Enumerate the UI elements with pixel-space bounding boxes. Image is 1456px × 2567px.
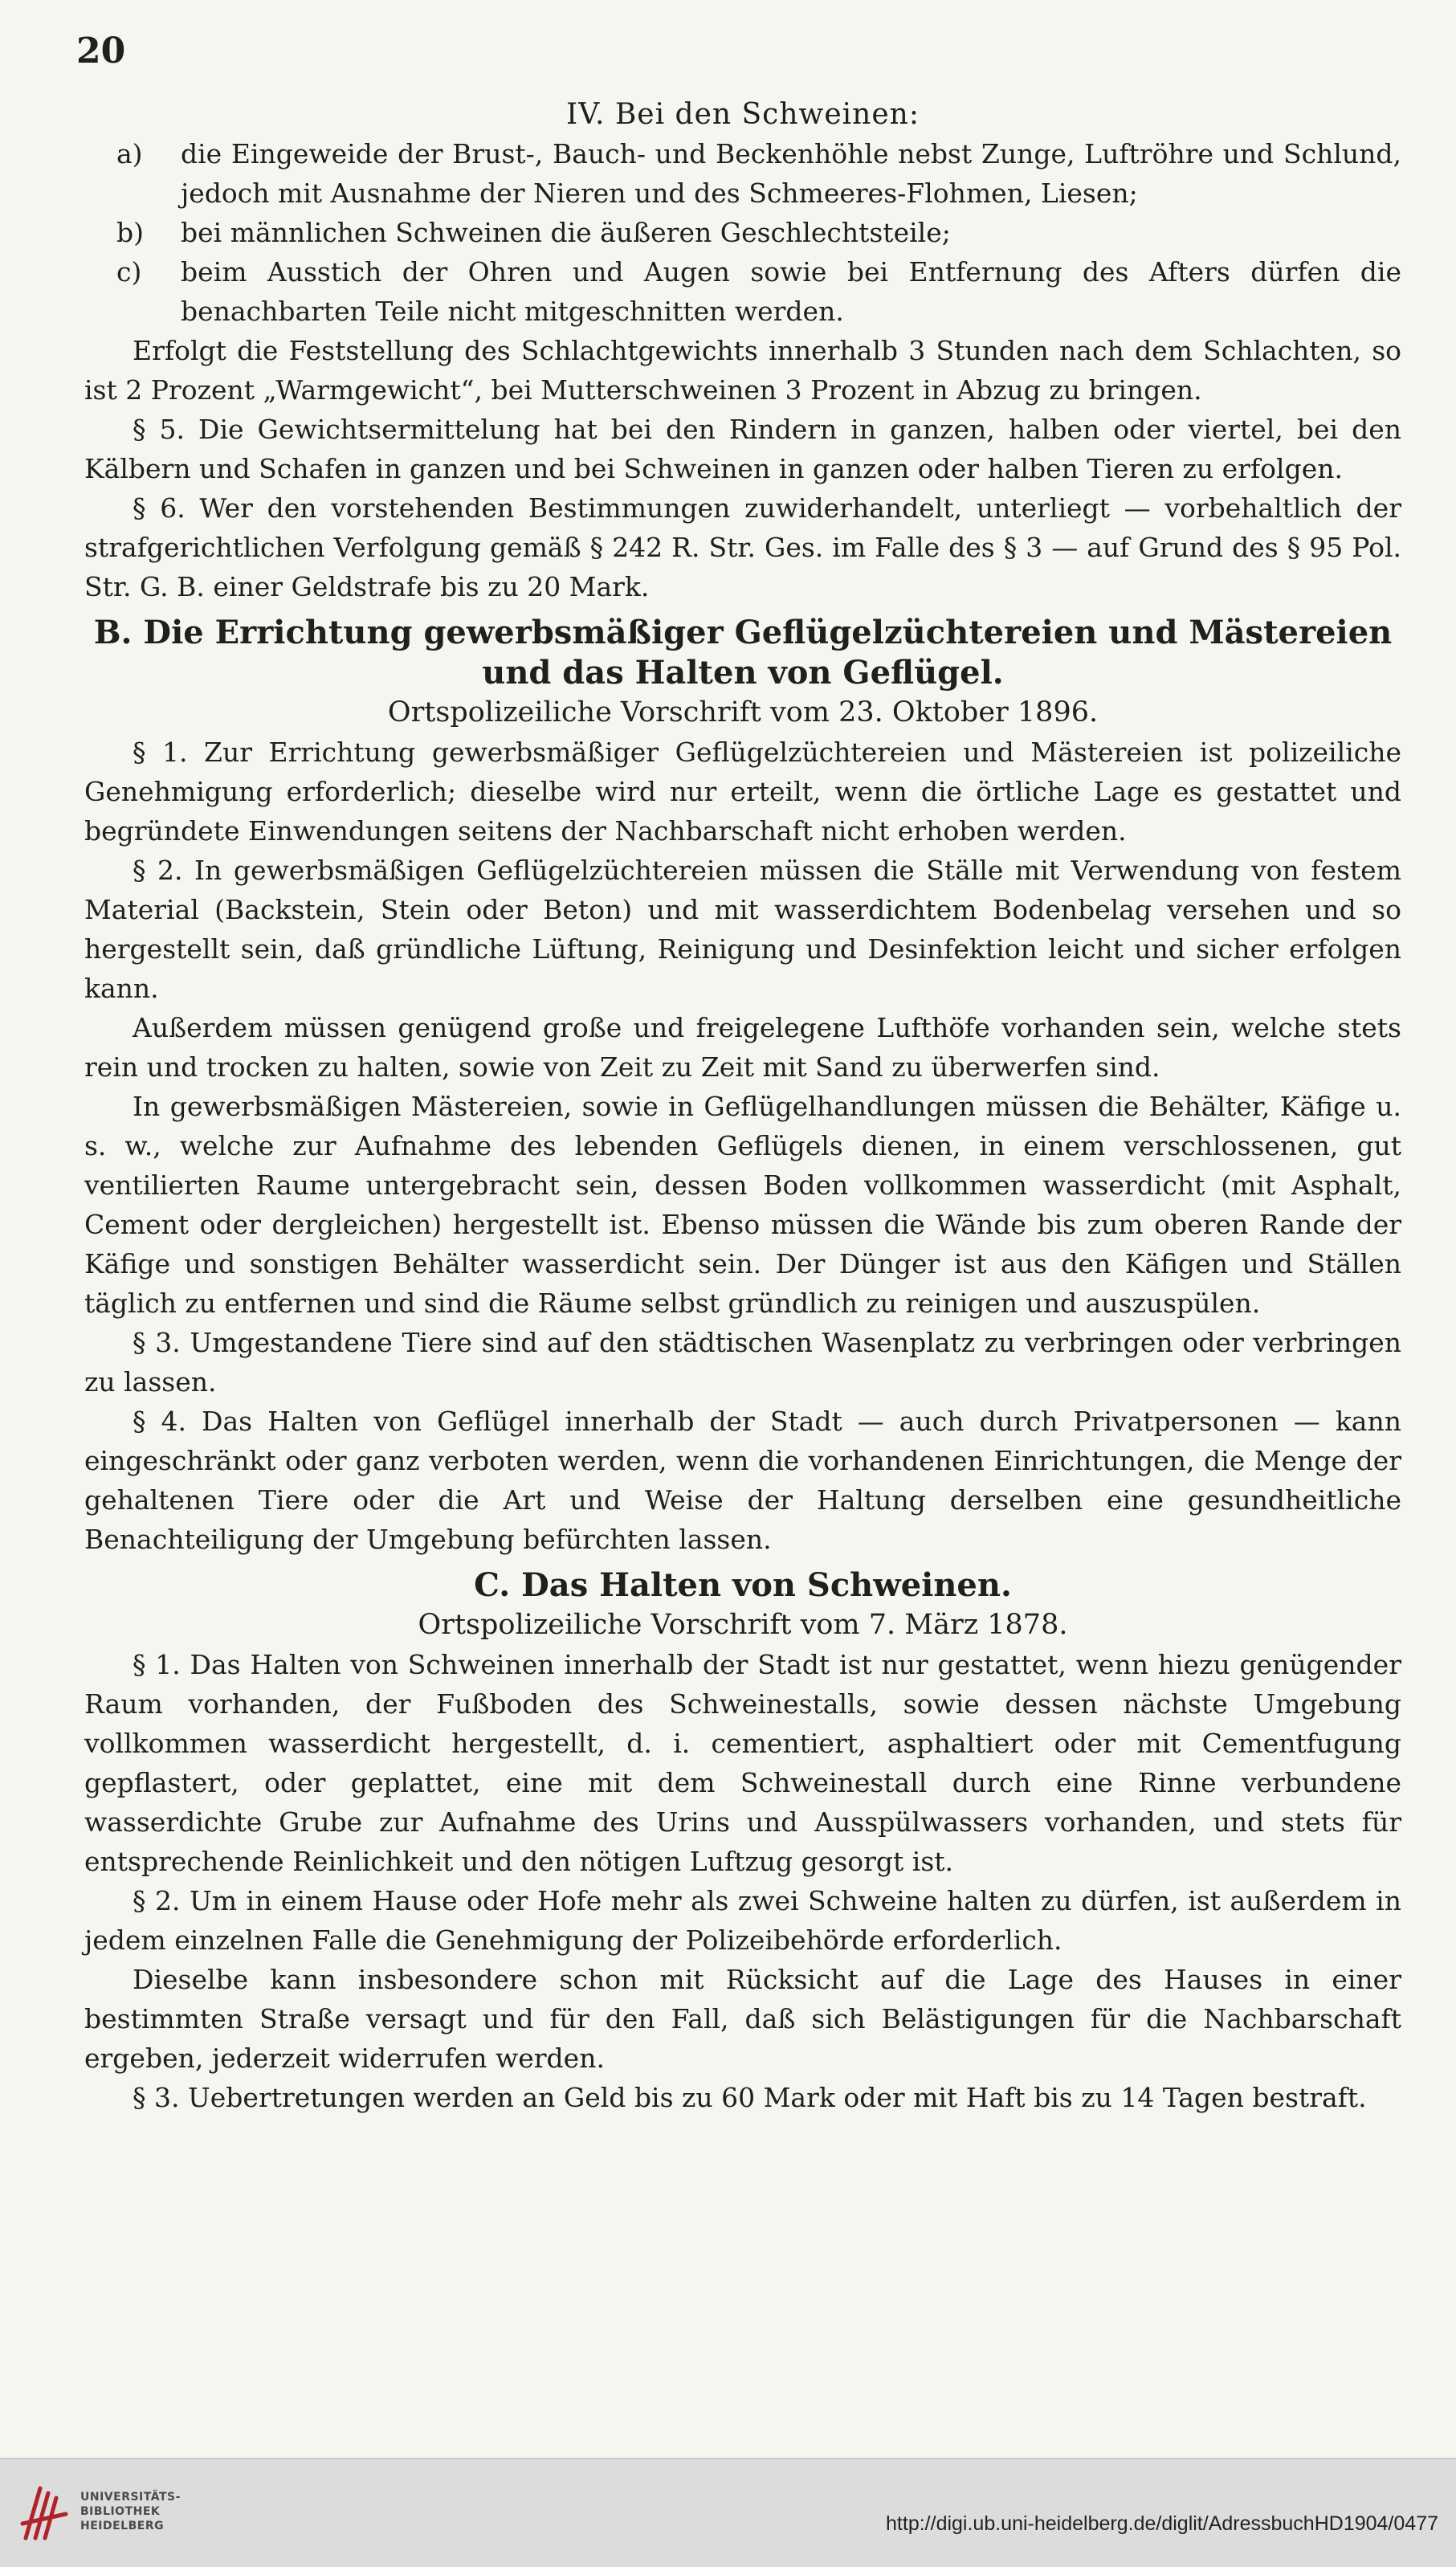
list-item-label: c) [116,256,142,288]
list-item-label: b) [116,217,144,248]
page-content [84,95,1401,2117]
page-number: 20 [76,31,126,71]
list-item-text: bei männlichen Schweinen die äußeren Geschlechtsteile; [181,217,951,248]
paragraph: § 5. Die Gewichtsermittelung hat bei den Rindern in ganzen, halben oder viertel, bei den Kälbern und Schafen in ganzen und bei Schweinen in ganzen oder halben Tieren zu erfolgen. [84,414,1401,484]
paragraph: § 1. Das Halten von Schweinen innerhalb der Stadt ist nur gestattet, wenn hiezu genügender Raum vorhanden, der Fußboden des Schweinestalls, sowie dessen nächste Umgebung vollkommen wasserdicht hergestellt, d. i. cementiert, asphaltiert oder mit Cementfugung gepflastert, oder geplattet, eine mit dem Schweinestall durch eine Rinne verbundene wasserdichte Grube zur Aufnahme des Urins und Ausspülwassers vorhanden, und stets für entsprechende Reinlichkeit und den nötigen Luftzug gesorgt ist. [84,1649,1401,1877]
list-item [84,252,1401,331]
library-logo-text [80,2490,181,2533]
logo-line: BIBLIOTHEK [80,2505,161,2518]
logo-line: UNIVERSITÄTS- [80,2491,181,2504]
paragraph: § 1. Zur Errichtung gewerbsmäßiger Geflügelzüchtereien und Mästereien ist polizeiliche Genehmigung erforderlich; dieselbe wird nur erteilt, wenn die örtliche Lage es gestattet und begründete Einwendungen seitens der Nachbarschaft nicht erhoben werden. [84,737,1401,847]
paragraph: § 4. Das Halten von Geflügel innerhalb der Stadt — auch durch Privatpersonen — kann eingeschränkt oder ganz verboten werden, wenn die vorhandenen Einrichtungen, die Menge der gehaltenen Tiere oder die Art und Weise der Haltung derselben eine gesundheitliche Benachteiligung der Umgebung befürchten lassen. [84,1406,1401,1555]
list-item [84,213,1401,252]
section-c-heading: C. Das Halten von Schweinen. [474,1566,1012,1604]
viewer-footer [0,2458,1456,2567]
paragraph: § 2. In gewerbsmäßigen Geflügelzüchtereien müssen die Ställe mit Verwendung von festem Material (Backstein, Stein oder Beton) und mit wasserdichtem Bodenbelag versehen und so hergestellt sein, daß gründliche Lüftung, Reinigung und Desinfektion leicht und sicher erfolgen kann. [84,855,1401,1004]
list-item-text: beim Ausstich der Ohren und Augen sowie bei Entfernung des Afters dürfen die benachbarten Teile nicht mitgeschnitten werden. [181,256,1401,327]
section-c-subheading: Ortspolizeiliche Vorschrift vom 7. März 1878. [418,1609,1068,1641]
list-item [84,134,1401,213]
paragraph: § 2. Um in einem Hause oder Hofe mehr als zwei Schweine halten zu dürfen, ist außerdem in jedem einzelnen Falle die Genehmigung der Polizeibehörde erforderlich. [84,1885,1401,1956]
section-iv-heading: IV. Bei den Schweinen: [566,98,920,131]
paragraph: § 6. Wer den vorstehenden Bestimmungen zuwiderhandelt, unterliegt — vorbehaltlich der strafgerichtlichen Verfolgung gemäß § 242 R. Str. Ges. im Falle des § 3 — auf Grund des § 95 Pol. Str. G. B. einer Geldstrafe bis zu 20 Mark. [84,492,1401,602]
paragraph: Dieselbe kann insbesondere schon mit Rücksicht auf die Lage des Hauses in einer bestimmten Straße versagt und für den Fall, daß sich Belästigungen für die Nachbarschaft ergeben, jederzeit widerrufen werden. [84,1964,1401,2074]
list-item-text: die Eingeweide der Brust-, Bauch- und Beckenhöhle nebst Zunge, Luftröhre und Schlund, jedoch mit Ausnahme der Nieren und des Schmeeres-Flohmen, Liesen; [181,138,1401,209]
paragraph: In gewerbsmäßigen Mästereien, sowie in Geflügelhandlungen müssen die Behälter, Käfige u. s. w., welche zur Aufnahme des lebenden Geflügels dienen, in einem verschlossenen, gut ventilierten Raume untergebracht sein, dessen Boden vollkommen wasserdicht (mit Asphalt, Cement oder dergleichen) hergestellt ist. Ebenso müssen die Wände bis zum oberen Rande der Käfige und sonstigen Behälter wasserdicht sein. Der Dünger ist aus den Käfigen und Ställen täglich zu entfernen und sind die Räume selbst gründlich zu reinigen und auszuspülen. [84,1091,1401,1319]
logo-line: HEIDELBERG [80,2520,165,2532]
list-item-label: a) [116,138,143,169]
paragraph: § 3. Uebertretungen werden an Geld bis zu 60 Mark oder mit Haft bis zu 14 Tagen bestraft. [133,2082,1367,2113]
section-b-subheading: Ortspolizeiliche Vorschrift vom 23. Oktober 1896. [387,696,1099,728]
section-b-heading: B. Die Errichtung gewerbsmäßiger Geflügelzüchtereien und Mästereien und das Halten von Geflügel. [93,614,1393,692]
paragraph: Außerdem müssen genügend große und freigelegene Lufthöfe vorhanden sein, welche stets rein und trocken zu halten, sowie von Zeit zu Zeit mit Sand zu überwerfen sind. [84,1012,1401,1083]
paragraph: Erfolgt die Feststellung des Schlachtgewichts innerhalb 3 Stunden nach dem Schlachten, so ist 2 Prozent „Warmgewicht“, bei Mutterschweinen 3 Prozent in Abzug zu bringen. [84,335,1401,406]
paragraph: § 3. Umgestandene Tiere sind auf den städtischen Wasenplatz zu verbringen oder verbringen zu lassen. [84,1327,1401,1398]
source-url-link[interactable]: http://digi.ub.uni-heidelberg.de/diglit/AdressbuchHD1904/0477 [886,2512,1438,2535]
university-library-logo-icon [18,2482,74,2545]
